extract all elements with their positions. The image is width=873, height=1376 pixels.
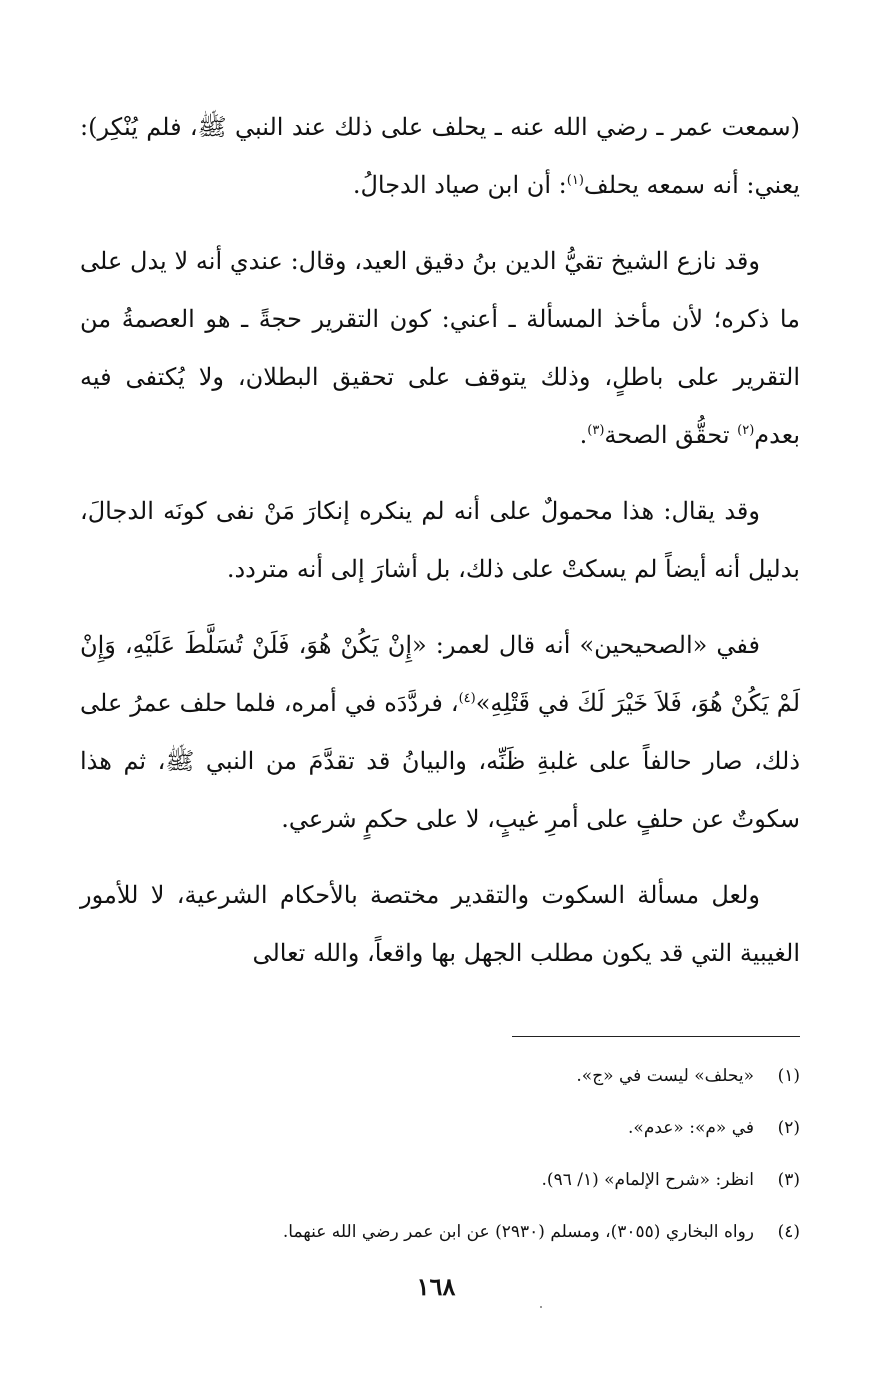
- footnote-2: [80, 1104, 800, 1156]
- footnote-number: (١): [777, 1066, 800, 1086]
- footnote-number: (٣): [777, 1170, 800, 1190]
- paragraph-4: ففي «الصحيحين» أنه قال لعمر: «إِنْ يَكُنْ هُوَ، فَلَنْ تُسَلَّطَ عَلَيْهِ، وَإِنْ لَمْ يَكُنْ هُوَ، فَلاَ خَيْرَ لَكَ في قَتْلِهِ»$^{(٤)}$، فردَّدَه في أمره، فلما حلف عمرُ على ذلك، صار حالفاً على غلبةِ ظَنِّه، والبيانُ قد تقدَّمَ من النبي ﷺ، ثم هذا سكوتٌ عن حلفٍ على أمرِ غيبٍ، لا على حكمٍ شرعي.: [80, 631, 801, 833]
- paragraph-1: (سمعت عمر ـ رضي الله عنه ـ يحلف على ذلك عند النبي ﷺ، فلم يُنْكِر): يعني: أنه سمعه يحلف$^{(١)}$: أن ابن صياد الدجالُ.: [80, 113, 800, 199]
- scan-speck: [540, 1306, 542, 1308]
- footnote-ref-4: (٤): [458, 691, 476, 706]
- footnote-number: (٢): [777, 1118, 800, 1138]
- footnote-1: [80, 1052, 800, 1104]
- paragraph-3: وقد يقال: هذا محمولٌ على أنه لم ينكره إنكارَ مَنْ نفى كونَه الدجالَ، بدليل أنه أيضاً لم يسكتْ على ذلك، بل أشارَ إلى أنه متردد.: [80, 497, 800, 583]
- footnote-text: «يحلف» ليست في «ج».: [576, 1066, 754, 1086]
- footnote-ref-1: (١): [566, 173, 584, 188]
- footnote-divider: [512, 1036, 800, 1037]
- footnote-3: [80, 1156, 800, 1208]
- footnote-text: رواه البخاري (٣٠٥٥)، ومسلم (٢٩٣٠) عن ابن عمر رضي الله عنهما.: [282, 1222, 754, 1242]
- footnotes: [80, 1052, 800, 1260]
- paragraph-5: ولعل مسألة السكوت والتقدير مختصة بالأحكام الشرعية، لا للأمور الغيبية التي قد يكون مطلب الجهل بها واقعاً، والله تعالى: [80, 881, 800, 967]
- main-text: [80, 98, 800, 1000]
- footnote-4: [80, 1208, 800, 1260]
- footnote-text: في «م»: «عدم».: [628, 1118, 754, 1138]
- page-number: ١٦٨: [416, 1272, 456, 1301]
- footnote-ref-3: (٣): [587, 423, 605, 438]
- footnote-ref-2: (٢): [737, 423, 755, 438]
- paragraph-2: وقد نازع الشيخ تقيُّ الدين بنُ دقيق العيد، وقال: عندي أنه لا يدل على ما ذكره؛ لأن مأخذ المسألة ـ أعني: كون التقرير حجةً ـ هو العصمةُ من التقرير على باطلٍ، وذلك يتوقف على تحقيق البطلان، ولا يُكتفى فيه بعدم$^{(٢)}$ تحقُّق الصحة$^{(٣)}$.: [80, 247, 800, 449]
- footnote-text: انظر: «شرح الإلمام» (١/ ٩٦).: [541, 1170, 754, 1190]
- footnote-number: (٤): [777, 1222, 800, 1242]
